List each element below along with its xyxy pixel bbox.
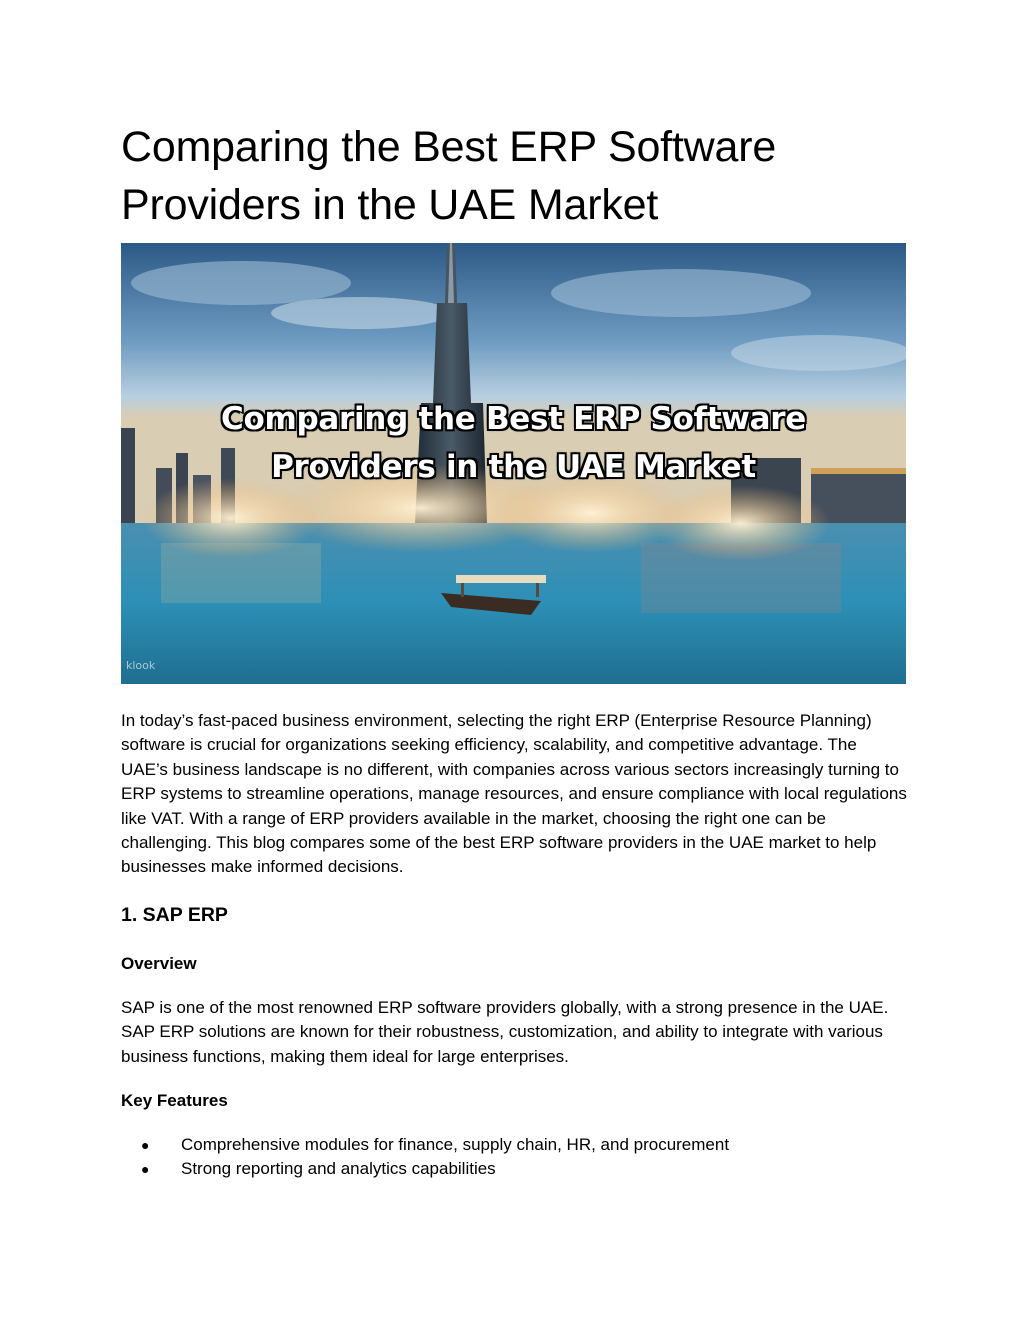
- list-item: [121, 1133, 729, 1157]
- hero-caption-line-2: Providers in the UAE Market: [271, 449, 756, 485]
- bullet-icon: ●: [141, 1161, 150, 1178]
- list-item-text: Strong reporting and analytics capabilities: [181, 1159, 496, 1179]
- overview-heading: Overview: [121, 954, 197, 973]
- key-features-list: [121, 1133, 729, 1182]
- hero-caption: [121, 395, 906, 491]
- key-features-heading: Key Features: [121, 1091, 228, 1110]
- list-item-text: Comprehensive modules for finance, supply chain, HR, and procurement: [181, 1135, 730, 1154]
- hero-caption-line-1: Comparing the Best ERP Software: [221, 401, 806, 437]
- section-heading-sap-erp: 1. SAP ERP: [121, 904, 228, 926]
- page-title: Comparing the Best ERP Software Providers in the UAE Market: [121, 123, 777, 229]
- bullet-icon: ●: [141, 1137, 150, 1153]
- intro-paragraph: In today’s fast-paced business environment, selecting the right ERP (Enterprise Resource Planning) software is crucial for organizations seeking efficiency, scalability, and competitive advantage. The UAE’s business landscape is no different, with companies across various sectors increasingly turning to ERP systems to streamline operations, manage resources, and ensure compliance with local regulations like VAT. With a range of ERP providers available in the market, choosing the right one can be challenging. This blog compares some of the best ERP software providers in the UAE market to help businesses make informed decisions.: [121, 711, 907, 877]
- hero-image: [121, 243, 906, 684]
- list-item: [121, 1157, 729, 1181]
- overview-paragraph: SAP is one of the most renowned ERP software providers globally, with a strong presence in the UAE. SAP ERP solutions are known for their robustness, customization, and ability to integrate with various business functions, making them ideal for large enterprises.: [121, 998, 889, 1066]
- watermark: klook: [126, 659, 156, 672]
